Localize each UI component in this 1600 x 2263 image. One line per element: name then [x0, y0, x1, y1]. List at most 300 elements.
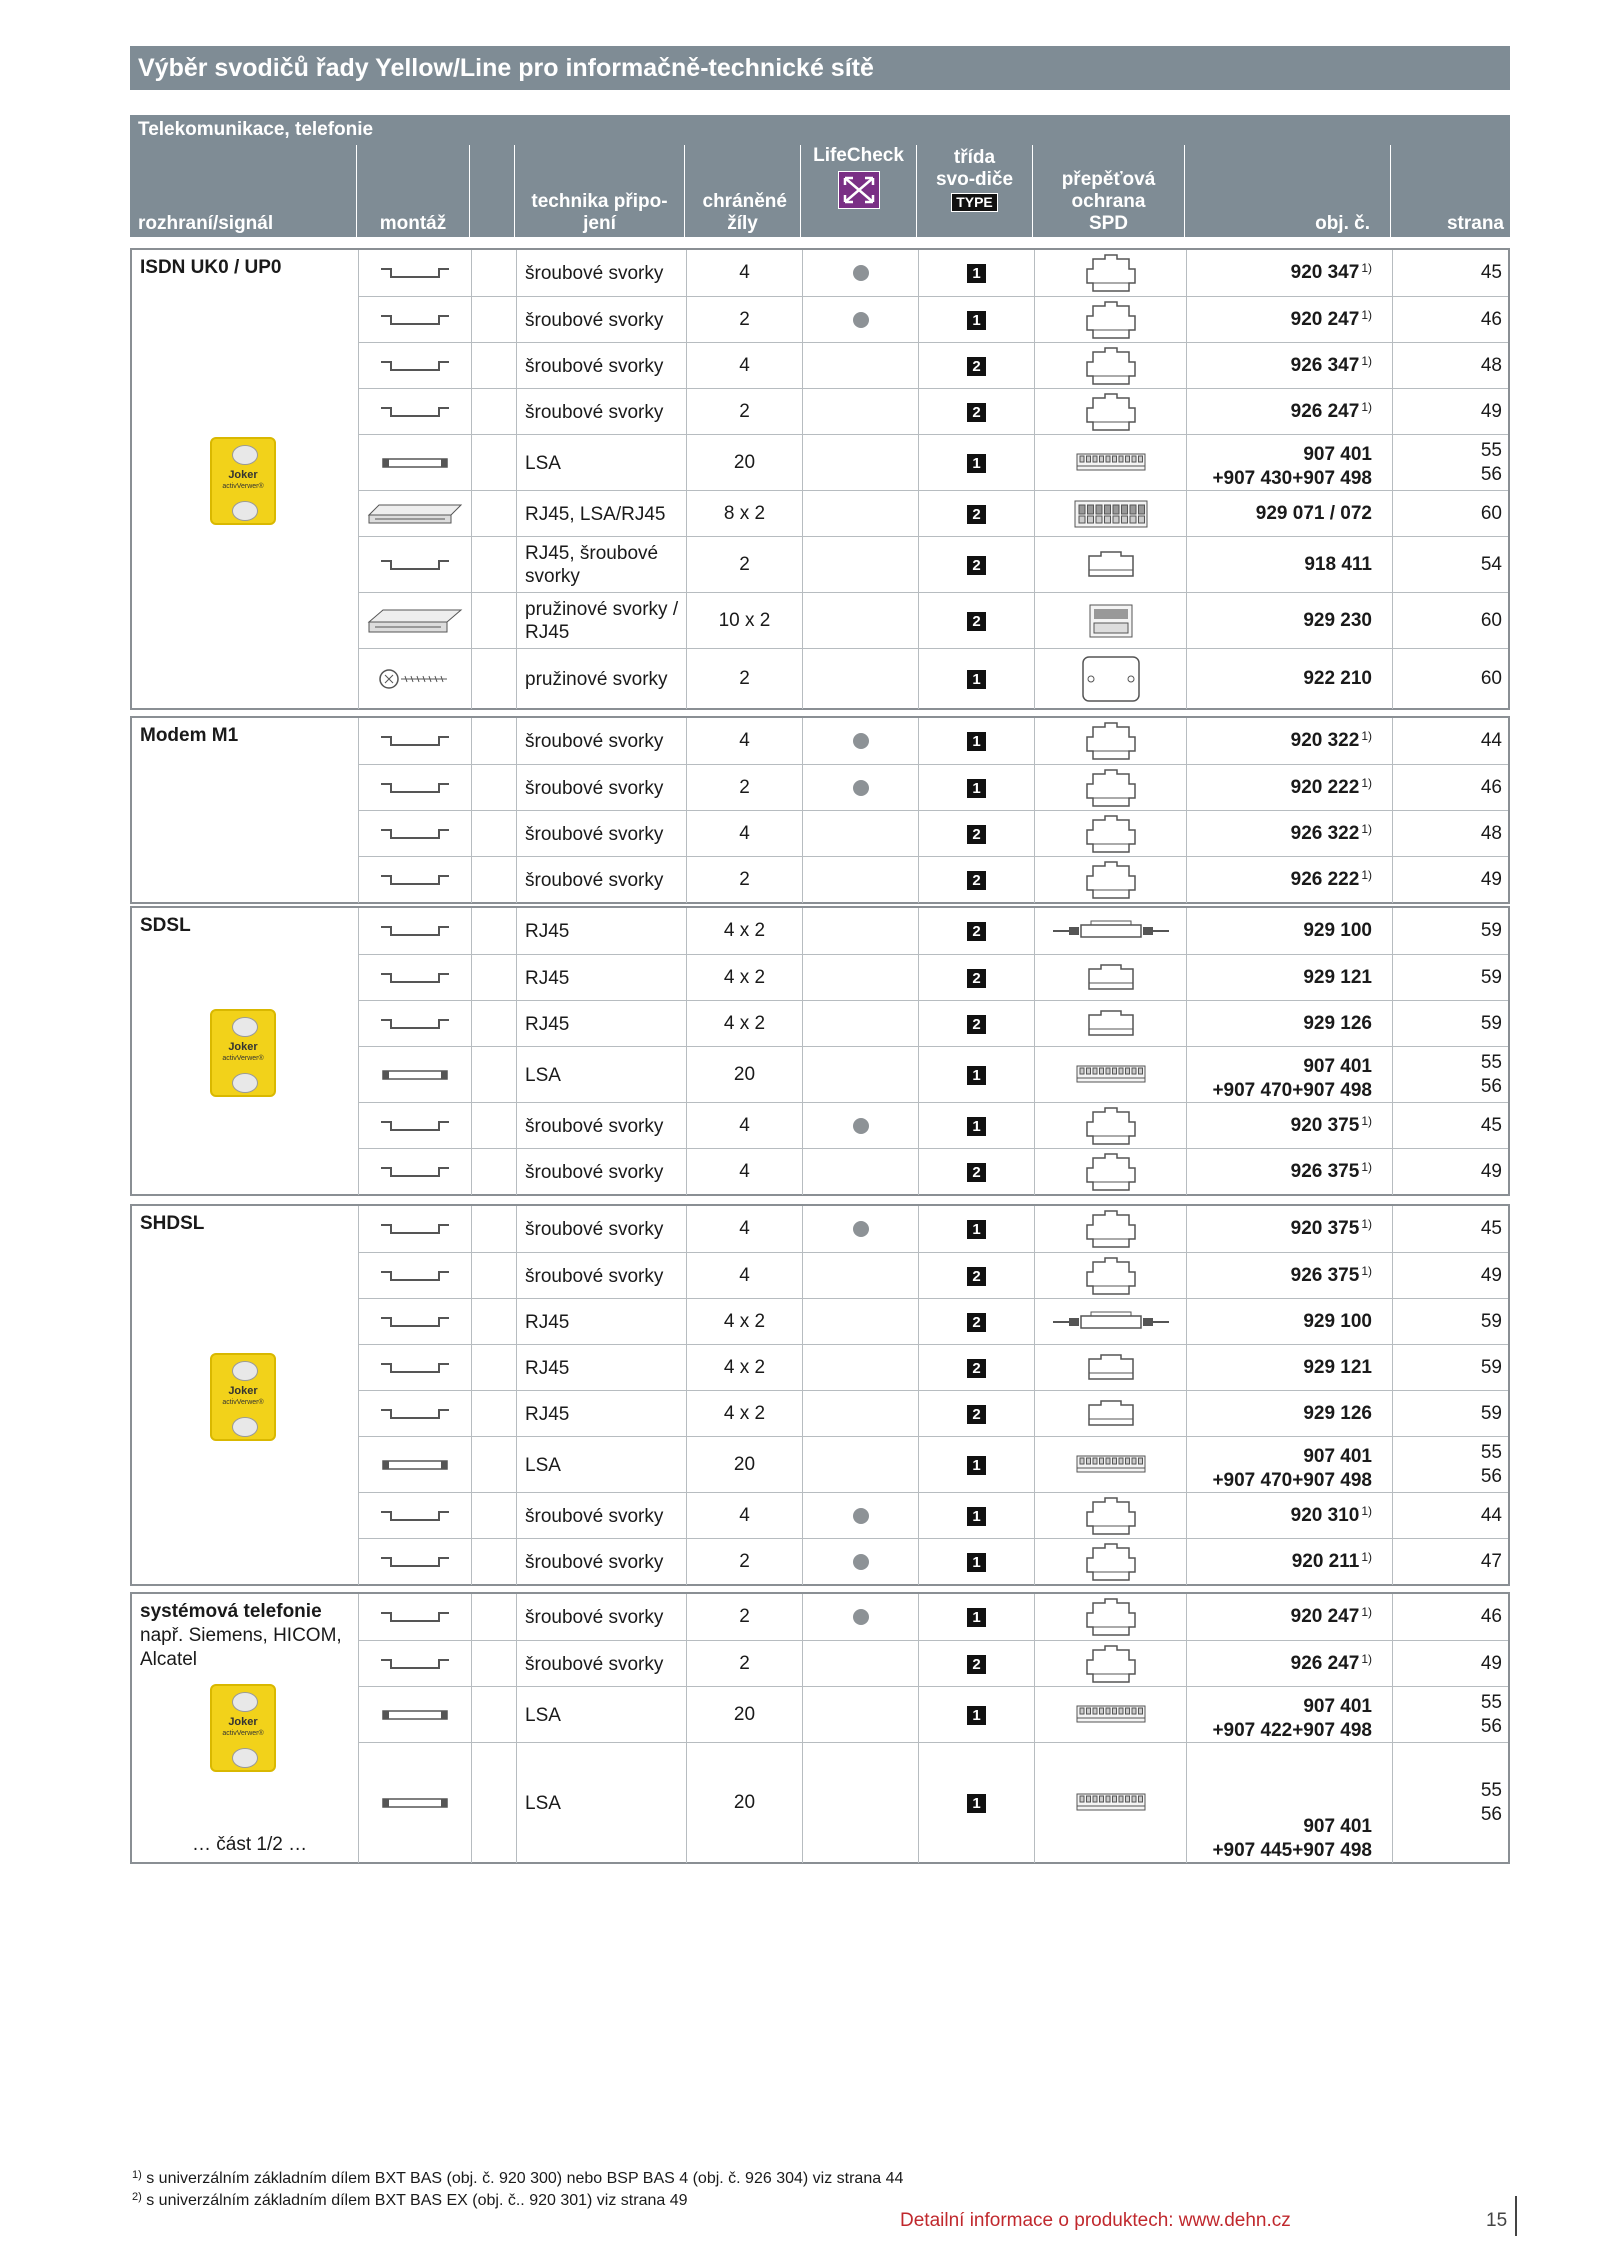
mount-icon — [358, 1206, 471, 1252]
tech-cell: RJ45 — [516, 1345, 686, 1391]
class-badge: 1 — [967, 1794, 986, 1813]
class-cell — [918, 908, 1034, 954]
mount-icon — [358, 343, 471, 389]
wires-cell: 20 — [686, 435, 802, 491]
header-class-label: třída svo-diče — [935, 147, 1014, 190]
order-number-cell — [1186, 1437, 1392, 1493]
tech-cell: RJ45 — [516, 908, 686, 954]
class-cell — [918, 1149, 1034, 1195]
order-number: 920 310 — [1290, 1505, 1360, 1526]
order-number-cell — [1186, 1206, 1392, 1252]
mount-icon — [358, 1493, 471, 1539]
group-2 — [130, 906, 1510, 1196]
order-number-cell — [1186, 1594, 1392, 1640]
table-row — [358, 1046, 1508, 1103]
class-cell — [918, 1047, 1034, 1103]
tech-cell: LSA — [516, 1437, 686, 1493]
order-number: +907 470+907 498 — [1212, 1080, 1372, 1101]
class-cell — [918, 1493, 1034, 1539]
page-ref: 55 — [1480, 1052, 1502, 1073]
wires-cell: 4 — [686, 343, 802, 389]
group-name: SHDSL — [140, 1213, 205, 1234]
class-badge: 2 — [967, 612, 986, 631]
class-cell — [918, 537, 1034, 593]
page-ref: 56 — [1480, 1466, 1502, 1487]
class-badge: 1 — [967, 779, 986, 798]
blank-cell — [471, 343, 516, 389]
lifecheck-cell — [802, 1149, 918, 1195]
blank-cell — [471, 765, 516, 811]
spd-product-icon — [1034, 343, 1186, 389]
footnote-ref: 1) — [1361, 776, 1372, 790]
spd-product-icon — [1034, 649, 1186, 709]
wires-cell: 20 — [686, 1743, 802, 1863]
page-cell — [1392, 1206, 1508, 1252]
class-badge: 1 — [967, 1066, 986, 1085]
mount-icon — [358, 1047, 471, 1103]
tech-cell: šroubové svorky — [516, 1206, 686, 1252]
page-ref: 45 — [1480, 262, 1502, 283]
tech-cell: šroubové svorky — [516, 765, 686, 811]
page-ref: 49 — [1480, 401, 1502, 422]
page-ref: 59 — [1480, 1403, 1502, 1424]
tech-cell: šroubové svorky — [516, 857, 686, 903]
lifecheck-cell — [802, 857, 918, 903]
blank-cell — [471, 1539, 516, 1585]
class-cell — [918, 1001, 1034, 1047]
page-ref: 59 — [1480, 1311, 1502, 1332]
header-technika-label: technika připo-jení — [531, 191, 668, 234]
order-number: 926 375 — [1290, 1161, 1360, 1182]
lifecheck-icon — [838, 171, 880, 209]
order-number-cell — [1186, 250, 1392, 296]
order-number: 920 375 — [1290, 1218, 1360, 1239]
class-badge: 2 — [967, 403, 986, 422]
order-number-cell — [1186, 718, 1392, 764]
mount-icon — [358, 1149, 471, 1195]
order-number-cell — [1186, 908, 1392, 954]
table-row — [358, 764, 1508, 811]
order-number: 926 222 — [1290, 869, 1360, 890]
group-1 — [130, 716, 1510, 904]
order-number-cell — [1186, 1001, 1392, 1047]
tech-cell: šroubové svorky — [516, 250, 686, 296]
class-badge: 2 — [967, 556, 986, 575]
table-row — [358, 296, 1508, 343]
tech-cell: RJ45 — [516, 955, 686, 1001]
class-cell — [918, 1743, 1034, 1863]
lifecheck-cell — [802, 1641, 918, 1687]
footnote-ref: 1) — [1361, 1504, 1372, 1518]
class-badge: 1 — [967, 1507, 986, 1526]
page-ref: 47 — [1480, 1551, 1502, 1572]
order-number-cell — [1186, 1687, 1392, 1743]
lifecheck-cell — [802, 1493, 918, 1539]
page-ref: 46 — [1480, 309, 1502, 330]
footnote-ref: 1) — [1361, 1114, 1372, 1128]
mount-icon — [358, 718, 471, 764]
footnote-ref: 1) — [1361, 1550, 1372, 1564]
class-badge: 1 — [967, 670, 986, 689]
type-badge: TYPE — [951, 193, 998, 212]
blank-cell — [471, 1687, 516, 1743]
order-number: 929 100 — [1303, 920, 1372, 941]
lifecheck-cell — [802, 718, 918, 764]
order-number: 926 375 — [1290, 1265, 1360, 1286]
lifecheck-cell — [802, 343, 918, 389]
mount-icon — [358, 491, 471, 537]
table-row — [358, 434, 1508, 491]
blank-cell — [471, 1391, 516, 1437]
order-number-cell — [1186, 955, 1392, 1001]
footnote-ref: 1) — [1361, 1605, 1372, 1619]
class-badge: 1 — [967, 1220, 986, 1239]
page-ref: 59 — [1480, 967, 1502, 988]
table-row — [358, 908, 1508, 954]
tech-cell: LSA — [516, 1047, 686, 1103]
lifecheck-dot-icon — [853, 312, 869, 328]
table-row — [358, 718, 1508, 764]
footnote-ref: 1) — [1361, 1264, 1372, 1278]
blank-cell — [471, 250, 516, 296]
tech-cell: šroubové svorky — [516, 1539, 686, 1585]
table-row — [358, 1344, 1508, 1391]
lifecheck-cell — [802, 297, 918, 343]
page-ref: 60 — [1480, 668, 1502, 689]
joker-sub: activVerwer® — [222, 1399, 264, 1406]
footnote-2: $^{2)}$ s univerzálním základním dílem BXT BAS EX (obj. č.. 920 301) viz strana 49 — [132, 2191, 688, 2209]
table-row — [358, 536, 1508, 593]
tech-cell: šroubové svorky — [516, 1641, 686, 1687]
order-number: +907 445+907 498 — [1212, 1840, 1372, 1861]
order-number-cell — [1186, 1743, 1392, 1863]
page-cell — [1392, 1345, 1508, 1391]
order-number: 926 247 — [1290, 1653, 1360, 1674]
page-cell — [1392, 718, 1508, 764]
class-cell — [918, 955, 1034, 1001]
tech-cell: šroubové svorky — [516, 297, 686, 343]
blank-cell — [471, 857, 516, 903]
joker-text: Joker — [228, 1385, 258, 1397]
class-cell — [918, 1253, 1034, 1299]
tech-cell: RJ45 — [516, 1001, 686, 1047]
mount-icon — [358, 765, 471, 811]
class-badge: 1 — [967, 454, 986, 473]
page-ref: 55 — [1480, 1692, 1502, 1713]
order-number: 907 401 — [1303, 1446, 1372, 1467]
wires-cell: 4 — [686, 1493, 802, 1539]
page-cell — [1392, 389, 1508, 435]
mount-icon — [358, 1437, 471, 1493]
table-row — [358, 490, 1508, 537]
table-row — [358, 342, 1508, 389]
order-number-cell — [1186, 1391, 1392, 1437]
order-number: 907 401 — [1303, 1816, 1372, 1837]
page-number: 15 — [1486, 2210, 1508, 2231]
spd-product-icon — [1034, 955, 1186, 1001]
order-number: 920 347 — [1290, 262, 1360, 283]
lifecheck-cell — [802, 908, 918, 954]
mount-icon — [358, 955, 471, 1001]
blank-cell — [471, 1437, 516, 1493]
order-number: 922 210 — [1303, 668, 1372, 689]
page-ref: 59 — [1480, 1357, 1502, 1378]
order-number-cell — [1186, 1149, 1392, 1195]
wires-cell: 8 x 2 — [686, 491, 802, 537]
class-cell — [918, 1687, 1034, 1743]
page-cell — [1392, 250, 1508, 296]
class-cell — [918, 593, 1034, 649]
class-badge: 2 — [967, 871, 986, 890]
tech-cell: LSA — [516, 1743, 686, 1863]
class-badge: 2 — [967, 1267, 986, 1286]
tech-cell: pružinové svorky — [516, 649, 686, 709]
tech-cell: LSA — [516, 1687, 686, 1743]
blank-cell — [471, 908, 516, 954]
spd-product-icon — [1034, 1047, 1186, 1103]
lifecheck-cell — [802, 1391, 918, 1437]
page-cell — [1392, 1253, 1508, 1299]
page-ref: 46 — [1480, 777, 1502, 798]
header-wires-label: chráněné žíly — [702, 191, 787, 234]
blank-cell — [471, 1641, 516, 1687]
spd-product-icon — [1034, 1539, 1186, 1585]
joker-logo — [210, 1009, 276, 1097]
spd-product-icon — [1034, 811, 1186, 857]
wires-cell: 4 — [686, 811, 802, 857]
wires-cell: 4 x 2 — [686, 1299, 802, 1345]
wires-cell: 4 x 2 — [686, 955, 802, 1001]
page-ref: 56 — [1480, 1076, 1502, 1097]
wires-cell: 20 — [686, 1047, 802, 1103]
table-header — [130, 145, 1510, 237]
order-number: 929 071 / 072 — [1255, 503, 1372, 524]
page-ref: 49 — [1480, 869, 1502, 890]
tech-cell: šroubové svorky — [516, 1149, 686, 1195]
page-cell — [1392, 491, 1508, 537]
blank-cell — [471, 389, 516, 435]
class-cell — [918, 1103, 1034, 1149]
wires-cell: 4 — [686, 1149, 802, 1195]
order-number: 926 322 — [1290, 823, 1360, 844]
header-wires — [684, 145, 800, 237]
class-cell — [918, 1539, 1034, 1585]
class-badge: 1 — [967, 311, 986, 330]
page-cell — [1392, 1743, 1508, 1863]
footnotes — [130, 2168, 903, 2212]
spd-product-icon — [1034, 1391, 1186, 1437]
class-badge: 2 — [967, 505, 986, 524]
table-row — [358, 250, 1508, 296]
lifecheck-cell — [802, 435, 918, 491]
mount-icon — [358, 1345, 471, 1391]
blank-cell — [471, 593, 516, 649]
tech-cell: šroubové svorky — [516, 1493, 686, 1539]
footnote-ref: 1) — [1361, 1160, 1372, 1174]
page-ref: 48 — [1480, 823, 1502, 844]
page-cell — [1392, 1641, 1508, 1687]
blank-cell — [471, 1149, 516, 1195]
order-number-cell — [1186, 537, 1392, 593]
class-badge: 1 — [967, 1456, 986, 1475]
tech-cell: šroubové svorky — [516, 1253, 686, 1299]
class-cell — [918, 250, 1034, 296]
mount-icon — [358, 593, 471, 649]
wires-cell: 2 — [686, 1539, 802, 1585]
lifecheck-cell — [802, 1253, 918, 1299]
group-name: SDSL — [140, 915, 191, 936]
blank-cell — [471, 537, 516, 593]
wires-cell: 2 — [686, 297, 802, 343]
mount-icon — [358, 250, 471, 296]
page-cell — [1392, 1047, 1508, 1103]
class-badge: 2 — [967, 1405, 986, 1424]
page-ref: 45 — [1480, 1115, 1502, 1136]
wires-cell: 4 — [686, 1253, 802, 1299]
tech-cell: pružinové svorky / RJ45 — [516, 593, 686, 649]
wires-cell: 2 — [686, 537, 802, 593]
spd-product-icon — [1034, 1437, 1186, 1493]
spd-product-icon — [1034, 1149, 1186, 1195]
order-number: 907 401 — [1303, 444, 1372, 465]
page-ref: 59 — [1480, 920, 1502, 941]
class-cell — [918, 765, 1034, 811]
class-badge: 2 — [967, 1313, 986, 1332]
header-spd-label: přepěťová ochrana SPD — [1061, 169, 1156, 234]
table-row — [358, 954, 1508, 1001]
tech-cell: šroubové svorky — [516, 811, 686, 857]
header-lifecheck — [800, 145, 916, 237]
page-ref: 49 — [1480, 1265, 1502, 1286]
table-row — [358, 856, 1508, 903]
order-number-cell — [1186, 1539, 1392, 1585]
order-number-cell — [1186, 435, 1392, 491]
tech-cell: RJ45 — [516, 1391, 686, 1437]
order-number-cell — [1186, 1299, 1392, 1345]
class-cell — [918, 1206, 1034, 1252]
page-divider — [1515, 2196, 1517, 2236]
wires-cell: 4 x 2 — [686, 1345, 802, 1391]
order-number: 929 126 — [1303, 1403, 1372, 1424]
footnote-ref: 1) — [1361, 868, 1372, 882]
group-name: ISDN UK0 / UP0 — [140, 257, 282, 278]
wires-cell: 2 — [686, 1594, 802, 1640]
footnote-ref: 1) — [1361, 822, 1372, 836]
wires-cell: 4 x 2 — [686, 908, 802, 954]
order-number: 926 247 — [1290, 401, 1360, 422]
wires-cell: 4 x 2 — [686, 1391, 802, 1437]
table-row — [358, 810, 1508, 857]
blank-cell — [471, 491, 516, 537]
group-4 — [130, 1592, 1510, 1864]
lifecheck-cell — [802, 1437, 918, 1493]
class-cell — [918, 389, 1034, 435]
order-number: 926 347 — [1290, 355, 1360, 376]
order-number-cell — [1186, 297, 1392, 343]
group-3 — [130, 1204, 1510, 1586]
page-ref: 56 — [1480, 1804, 1502, 1825]
class-badge: 2 — [967, 1163, 986, 1182]
page-ref: 55 — [1480, 1780, 1502, 1801]
lifecheck-dot-icon — [853, 1118, 869, 1134]
class-cell — [918, 1437, 1034, 1493]
tech-cell: RJ45 — [516, 1299, 686, 1345]
table-row — [358, 648, 1508, 709]
lifecheck-cell — [802, 1345, 918, 1391]
group-name-sub: např. Siemens, HICOM, Alcatel — [140, 1625, 342, 1670]
lifecheck-dot-icon — [853, 265, 869, 281]
mount-icon — [358, 1594, 471, 1640]
wires-cell: 2 — [686, 765, 802, 811]
lifecheck-cell — [802, 811, 918, 857]
class-cell — [918, 857, 1034, 903]
order-number: 907 401 — [1303, 1056, 1372, 1077]
page-cell — [1392, 811, 1508, 857]
lifecheck-cell — [802, 389, 918, 435]
order-number: 907 401 — [1303, 1696, 1372, 1717]
spd-product-icon — [1034, 1299, 1186, 1345]
joker-text: Joker — [228, 1041, 258, 1053]
spd-product-icon — [1034, 1687, 1186, 1743]
page-cell — [1392, 1539, 1508, 1585]
footer-link[interactable]: Detailní informace o produktech: www.dehn.cz — [900, 2210, 1291, 2231]
joker-logo — [210, 1684, 276, 1772]
wires-cell: 4 — [686, 1103, 802, 1149]
tech-cell: RJ45, LSA/RJ45 — [516, 491, 686, 537]
wires-cell: 2 — [686, 389, 802, 435]
blank-cell — [471, 649, 516, 709]
table-row — [358, 1492, 1508, 1539]
spd-product-icon — [1034, 908, 1186, 954]
footnote-ref: 1) — [1361, 261, 1372, 275]
class-cell — [918, 1641, 1034, 1687]
lifecheck-cell — [802, 1001, 918, 1047]
joker-text: Joker — [228, 1716, 258, 1728]
lifecheck-cell — [802, 1539, 918, 1585]
order-number-cell — [1186, 765, 1392, 811]
page-cell — [1392, 343, 1508, 389]
class-badge: 1 — [967, 1117, 986, 1136]
lifecheck-cell — [802, 1103, 918, 1149]
lifecheck-cell — [802, 1206, 918, 1252]
blank-cell — [471, 1299, 516, 1345]
page-ref: 59 — [1480, 1013, 1502, 1034]
page-ref: 44 — [1480, 730, 1502, 751]
footnote-ref: 1) — [1361, 354, 1372, 368]
class-badge: 2 — [967, 969, 986, 988]
blank-cell — [471, 1103, 516, 1149]
order-number-cell — [1186, 1493, 1392, 1539]
lifecheck-cell — [802, 649, 918, 709]
mount-icon — [358, 1539, 471, 1585]
order-number: 920 247 — [1290, 1606, 1360, 1627]
order-number-cell — [1186, 1253, 1392, 1299]
wires-cell: 2 — [686, 1641, 802, 1687]
order-number: 929 100 — [1303, 1311, 1372, 1332]
class-cell — [918, 297, 1034, 343]
order-number-cell — [1186, 1641, 1392, 1687]
spd-product-icon — [1034, 718, 1186, 764]
mount-icon — [358, 1641, 471, 1687]
spd-product-icon — [1034, 297, 1186, 343]
page-ref: 44 — [1480, 1505, 1502, 1526]
wires-cell: 4 — [686, 1206, 802, 1252]
mount-icon — [358, 435, 471, 491]
page-cell — [1392, 1001, 1508, 1047]
spd-product-icon — [1034, 1743, 1186, 1863]
lifecheck-cell — [802, 765, 918, 811]
blank-cell — [471, 1001, 516, 1047]
